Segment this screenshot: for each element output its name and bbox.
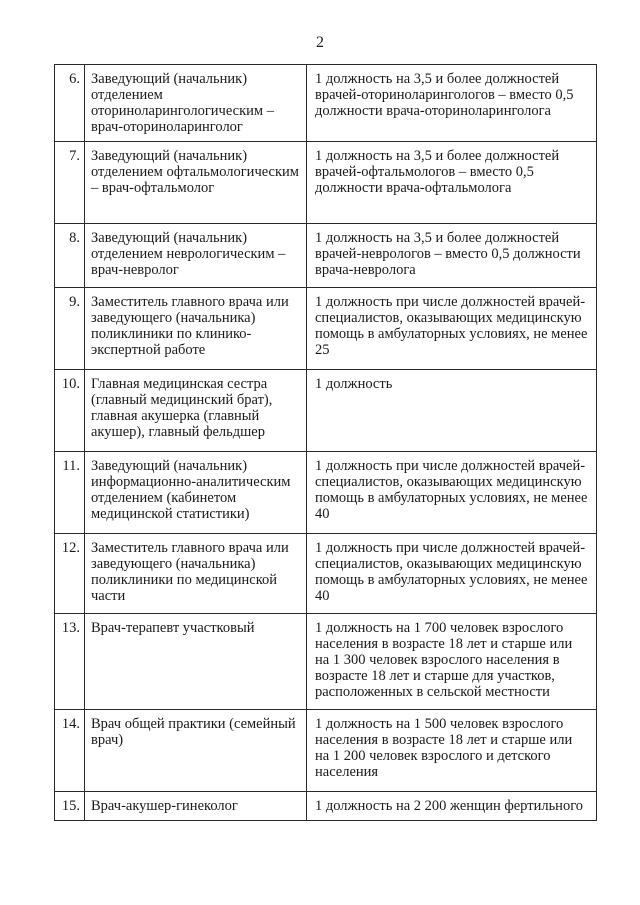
- row-number: 11.: [55, 452, 85, 534]
- row-number: 6.: [55, 65, 85, 142]
- norm-cell: 1 должность на 2 200 женщин фертильного: [307, 792, 597, 821]
- position-cell: Заведующий (начальник) отделением оториноларингологическим – врач-оториноларинголог: [85, 65, 307, 142]
- position-cell: Врач-акушер-гинеколог: [85, 792, 307, 821]
- row-number: 15.: [55, 792, 85, 821]
- position-cell: Главная медицинская сестра (главный медицинский брат), главная акушерка (главный акушер), главный фельдшер: [85, 370, 307, 452]
- table-row: [55, 534, 597, 614]
- norm-cell: 1 должность при числе должностей врачей-специалистов, оказывающих медицинскую помощь в амбулаторных условиях, не менее 40: [307, 452, 597, 534]
- table-row: [55, 614, 597, 710]
- table-row: [55, 370, 597, 452]
- row-number: 14.: [55, 710, 85, 792]
- position-cell: Заместитель главного врача или заведующего (начальника) поликлиники по клинико-экспертной работе: [85, 288, 307, 370]
- norm-cell: 1 должность при числе должностей врачей-специалистов, оказывающих медицинскую помощь в амбулаторных условиях, не менее 25: [307, 288, 597, 370]
- position-cell: Заведующий (начальник) отделением офтальмологическим – врач-офтальмолог: [85, 142, 307, 224]
- position-cell: Заведующий (начальник) отделением неврологическим – врач-невролог: [85, 224, 307, 288]
- norm-cell: 1 должность при числе должностей врачей-специалистов, оказывающих медицинскую помощь в амбулаторных условиях, не менее 40: [307, 534, 597, 614]
- row-number: 7.: [55, 142, 85, 224]
- norm-cell: 1 должность на 1 500 человек взрослого населения в возрасте 18 лет и старше или на 1 200 человек взрослого и детского населения: [307, 710, 597, 792]
- position-cell: Врач общей практики (семейный врач): [85, 710, 307, 792]
- table-row: [55, 792, 597, 821]
- table-row: [55, 710, 597, 792]
- position-cell: Заместитель главного врача или заведующего (начальника) поликлиники по медицинской части: [85, 534, 307, 614]
- row-number: 13.: [55, 614, 85, 710]
- row-number: 10.: [55, 370, 85, 452]
- row-number: 12.: [55, 534, 85, 614]
- table-row: [55, 452, 597, 534]
- norm-cell: 1 должность: [307, 370, 597, 452]
- norm-cell: 1 должность на 3,5 и более должностей врачей-неврологов – вместо 0,5 должности врача-невролога: [307, 224, 597, 288]
- row-number: 8.: [55, 224, 85, 288]
- norm-cell: 1 должность на 3,5 и более должностей врачей-офтальмологов – вместо 0,5 должности врача-офтальмолога: [307, 142, 597, 224]
- table-row: [55, 224, 597, 288]
- norm-cell: 1 должность на 3,5 и более должностей врачей-оториноларингологов – вместо 0,5 должности врача-оториноларинголога: [307, 65, 597, 142]
- page-number: 2: [316, 34, 324, 51]
- staffing-table: [54, 64, 597, 821]
- table-row: [55, 288, 597, 370]
- position-cell: Врач-терапевт участковый: [85, 614, 307, 710]
- row-number: 9.: [55, 288, 85, 370]
- table-row: [55, 142, 597, 224]
- table-row: [55, 65, 597, 142]
- position-cell: Заведующий (начальник) информационно-аналитическим отделением (кабинетом медицинской статистики): [85, 452, 307, 534]
- norm-cell: 1 должность на 1 700 человек взрослого населения в возрасте 18 лет и старше или на 1 300 человек взрослого населения в возрасте 18 лет и старше для участков, расположенных в сельской местности: [307, 614, 597, 710]
